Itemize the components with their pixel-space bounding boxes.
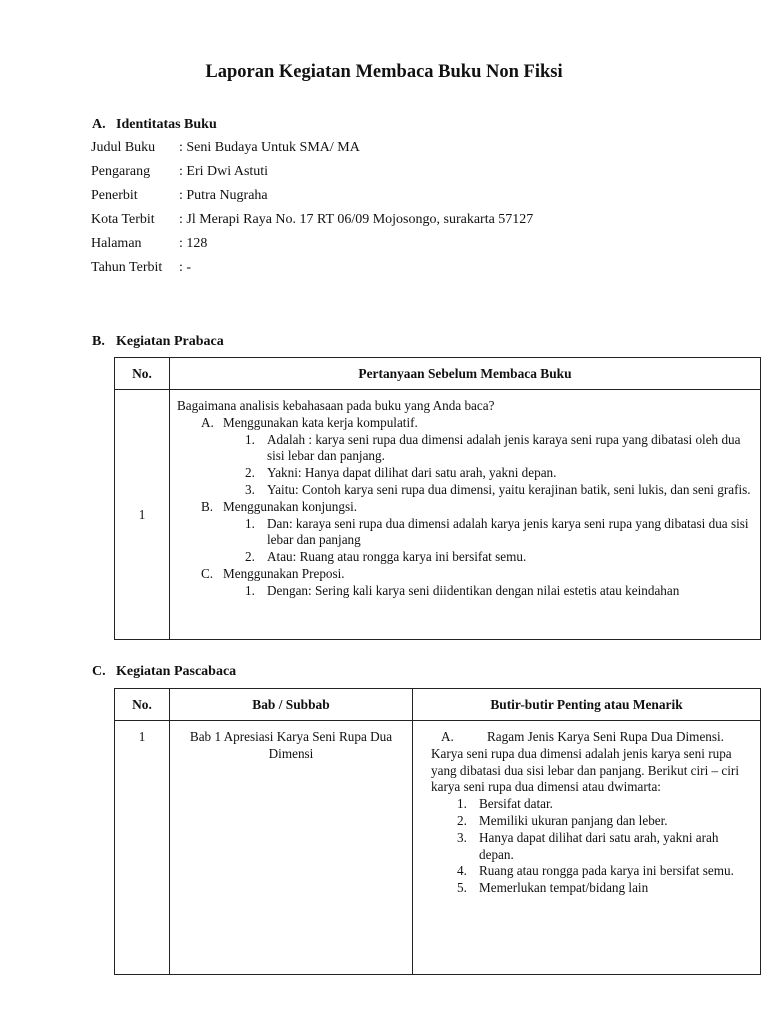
section-letter: C.	[92, 664, 106, 679]
info-row-halaman	[91, 236, 533, 260]
list-item	[177, 549, 752, 566]
list-item	[177, 482, 752, 499]
list-marker: 3.	[245, 481, 255, 497]
list-text: Menggunakan kata kerja kompulatif.	[223, 414, 418, 430]
list-marker: 1.	[245, 515, 255, 531]
info-value: : Eri Dwi Astuti	[179, 164, 269, 179]
list-item	[431, 813, 746, 830]
list-marker: 5.	[457, 880, 467, 896]
section-heading-text: Kegiatan Prabaca	[116, 334, 224, 349]
info-row-kota	[91, 212, 533, 236]
info-value: : Putra Nugraha	[179, 188, 268, 203]
list-text: Yaitu: Contoh karya seni rupa dua dimensi, yaitu kerajinan batik, seni lukis, dan seni grafis.	[267, 481, 751, 497]
info-key: Judul Buku	[91, 140, 156, 155]
list-item	[177, 465, 752, 482]
list-text: Adalah : karya seni rupa dua dimensi adalah jenis karaya seni rupa yang dibatasi oleh dua sisi lebar dan panjang.	[267, 431, 741, 464]
list-marker: A.	[201, 414, 214, 430]
header-bab: Bab / Subbab	[170, 689, 413, 721]
list-item	[431, 863, 746, 880]
table-row	[115, 721, 761, 975]
section-c-heading	[92, 664, 236, 680]
list-marker: 4.	[457, 863, 467, 879]
list-text: Memerlukan tempat/bidang lain	[479, 880, 649, 896]
list-text: Atau: Ruang atau rongga karya ini bersifat semu.	[267, 549, 527, 565]
info-key: Pengarang	[91, 164, 151, 179]
list-marker: B.	[201, 498, 214, 514]
point-title: Ragam Jenis Karya Seni Rupa Dua Dimensi.	[487, 729, 724, 744]
pascabaca-table	[114, 688, 761, 975]
book-info-list	[91, 140, 533, 284]
list-text: Bersifat datar.	[479, 796, 553, 812]
list-item	[177, 415, 752, 432]
list-marker: 1.	[245, 582, 255, 598]
list-text: Menggunakan konjungsi.	[223, 498, 358, 514]
list-item	[177, 499, 752, 516]
page-title: Laporan Kegiatan Membaca Buku Non Fiksi	[205, 62, 563, 82]
list-marker: 1.	[457, 796, 467, 812]
list-text: Hanya dapat dilihat dari satu arah, yakni arah depan.	[479, 829, 719, 862]
section-letter: A.	[92, 117, 106, 132]
info-value: : Jl Merapi Raya No. 17 RT 06/09 Mojosongo, surakarta 57127	[179, 212, 534, 227]
question-text: Bagaimana analisis kebahasaan pada buku yang Anda baca?	[177, 398, 495, 413]
bab-cell: Bab 1 Apresiasi Karya Seni Rupa Dua Dimensi	[170, 721, 413, 975]
point-heading	[431, 729, 746, 746]
info-row-judul	[91, 140, 533, 164]
row-number: 1	[115, 390, 170, 640]
list-item	[431, 830, 746, 864]
table-header-row	[115, 689, 761, 721]
info-value: : Seni Budaya Untuk SMA/ MA	[179, 140, 360, 155]
list-marker: 2.	[245, 465, 255, 481]
list-marker: A.	[441, 729, 454, 744]
list-item	[431, 796, 746, 813]
section-b-heading	[92, 334, 224, 350]
table-row	[115, 390, 761, 640]
list-text: Memiliki ukuran panjang dan leber.	[479, 812, 668, 828]
list-marker: 1.	[245, 431, 255, 447]
section-letter: B.	[92, 334, 105, 349]
info-row-pengarang	[91, 164, 533, 188]
row-number: 1	[115, 721, 170, 975]
info-key: Halaman	[91, 236, 142, 251]
info-value: : -	[179, 260, 192, 275]
section-heading-text: Kegiatan Pascabaca	[116, 664, 237, 679]
list-item	[177, 516, 752, 550]
section-a-heading	[92, 117, 217, 133]
list-item	[177, 566, 752, 583]
list-item	[177, 432, 752, 466]
info-value: : 128	[179, 236, 208, 251]
list-text: Ruang atau rongga pada karya ini bersifat semu.	[479, 863, 734, 879]
header-butir: Butir-butir Penting atau Menarik	[413, 689, 761, 721]
table-header-row	[115, 358, 761, 390]
header-no: No.	[115, 358, 170, 390]
list-item	[177, 583, 752, 600]
info-row-penerbit	[91, 188, 533, 212]
list-marker: C.	[201, 565, 214, 581]
list-marker: 2.	[457, 812, 467, 828]
header-no: No.	[115, 689, 170, 721]
prabaca-table	[114, 357, 761, 640]
list-item	[431, 880, 746, 897]
header-question: Pertanyaan Sebelum Membaca Buku	[170, 358, 761, 390]
list-marker: 2.	[245, 549, 255, 565]
point-paragraph: Karya seni rupa dua dimensi adalah jenis karya seni rupa yang dibatasi dua sisi lebar dan panjang. Berikut ciri – ciri karya seni rupa dua dimensi atau dwimarta:	[431, 745, 739, 795]
info-key: Kota Terbit	[91, 212, 155, 227]
info-key: Tahun Terbit	[91, 260, 163, 275]
list-text: Menggunakan Preposi.	[223, 565, 345, 581]
info-key: Penerbit	[91, 188, 138, 203]
list-marker: 3.	[457, 829, 467, 845]
list-text: Yakni: Hanya dapat dilihat dari satu arah, yakni depan.	[267, 465, 557, 481]
info-row-tahun	[91, 260, 533, 284]
list-text: Dengan: Sering kali karya seni diidentikan dengan nilai estetis atau keindahan	[267, 582, 680, 598]
question-cell	[170, 390, 761, 640]
list-text: Dan: karaya seni rupa dua dimensi adalah karya jenis karya seni rupa yang dibatasi dua sisi lebar dan panjang	[267, 515, 749, 548]
butir-cell	[413, 721, 761, 975]
section-heading-text: Identitatas Buku	[116, 117, 217, 132]
